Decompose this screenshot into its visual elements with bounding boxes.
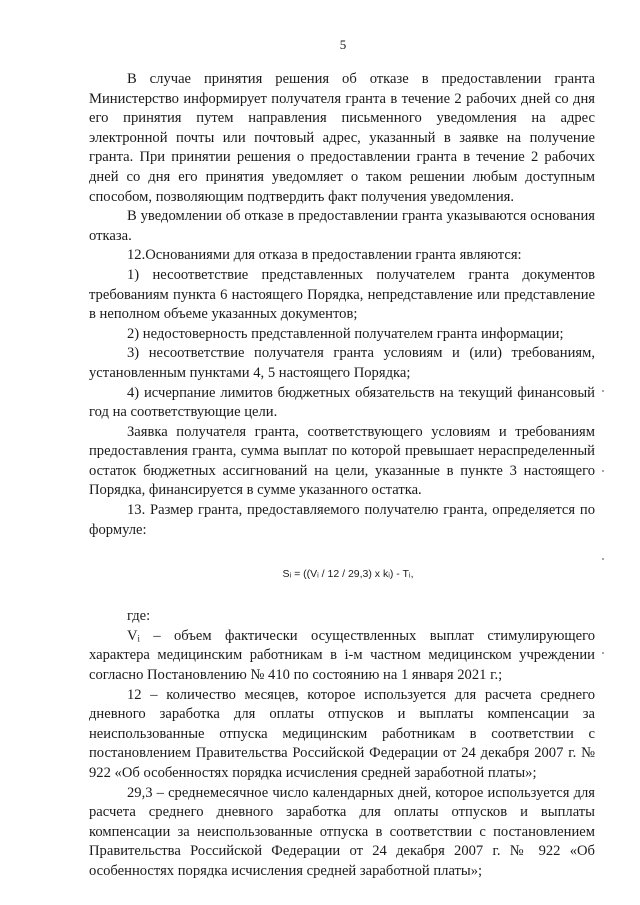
page-number: 5: [339, 37, 347, 52]
paragraph-item-12: 12.Основаниями для отказа в предоставлении гранта являются:: [127, 247, 522, 264]
paragraph-definition-29-3: 29,3 – среднемесячное число календарных дней, которое используется для расчета среднего дневного заработка для оплаты отпусков и выплаты компенсации за неиспользованные отпуска в соответствии с постановлением Правительства Российской Федерации от 24 декабря 2007 г. № 922 «Об особенностях порядка исчисления средней заработной платы»;: [89, 784, 595, 879]
paragraph-ground-4: 4) исчерпание лимитов бюджетных обязательств на текущий финансовый год на соответствующие цели.: [89, 384, 595, 421]
grant-formula: Sᵢ = ((Vᵢ / 12 / 29,3) x kᵢ) - Tᵢ,: [282, 568, 414, 581]
paragraph-ground-3: 3) несоответствие получателя гранта условиям и (или) требованиям, установленным пунктами 4, 5 настоящего Порядка;: [89, 345, 595, 381]
document-page: [89, 36, 595, 882]
where-label: где:: [127, 608, 151, 625]
paragraph-definition-12: 12 – количество месяцев, которое используется для расчета среднего дневного заработка для оплаты отпусков и выплаты компенсации за неиспользованные отпуска медицинским работникам в соответствии с постановлением Правительства Российской Федерации от 24 декабря 2007 г. № 922 «Об особенностях порядка исчисления средней заработной платы»;: [89, 686, 595, 781]
paragraph-refusal-notice: В случае принятия решения об отказе в предоставлении гранта Министерство информирует получателя гранта в течение 2 рабочих дней со дня его принятия путем направления письменного уведомления на адрес электронной почты или почтовый адрес, указанный в заявке на получение гранта. При принятии решения о предоставлении гранта в течение 2 рабочих дней со дня его принятия уведомляет о таком решении любым доступным способом, позволяющим подтвердить факт получения уведомления.: [89, 71, 595, 205]
paragraph-refusal-grounds-note: В уведомлении об отказе в предоставлении гранта указываются основания отказа.: [89, 208, 595, 244]
paragraph-ground-1: 1) несоответствие представленных получателем гранта документов требованиям пункта 6 настоящего Порядка, непредставление или представление в неполном объеме указанных документов;: [89, 266, 595, 323]
scan-speck: [602, 558, 604, 560]
paragraph-definition-v: Vᵢ – объем фактически осуществленных выплат стимулирующего характера медицинским работникам в i-м частном медицинском учреждении согласно Постановлению № 410 по состоянию на 1 января 2021 г.;: [89, 627, 595, 684]
paragraph-item-13: 13. Размер гранта, предоставляемого получателю гранта, определяется по формуле:: [89, 502, 595, 538]
scan-speck: [602, 470, 604, 472]
scan-speck: [602, 390, 604, 392]
scan-speck: [602, 652, 604, 654]
paragraph-application-remainder: Заявка получателя гранта, соответствующего условиям и требованиям предоставления гранта, сумма выплат по которой превышает нераспределенный остаток бюджетных ассигнований на цели, указанные в пункте 3 настоящего Порядка, финансируется в сумме указанного остатка.: [89, 423, 595, 499]
paragraph-ground-2: 2) недостоверность представленной получателем гранта информации;: [127, 325, 564, 342]
